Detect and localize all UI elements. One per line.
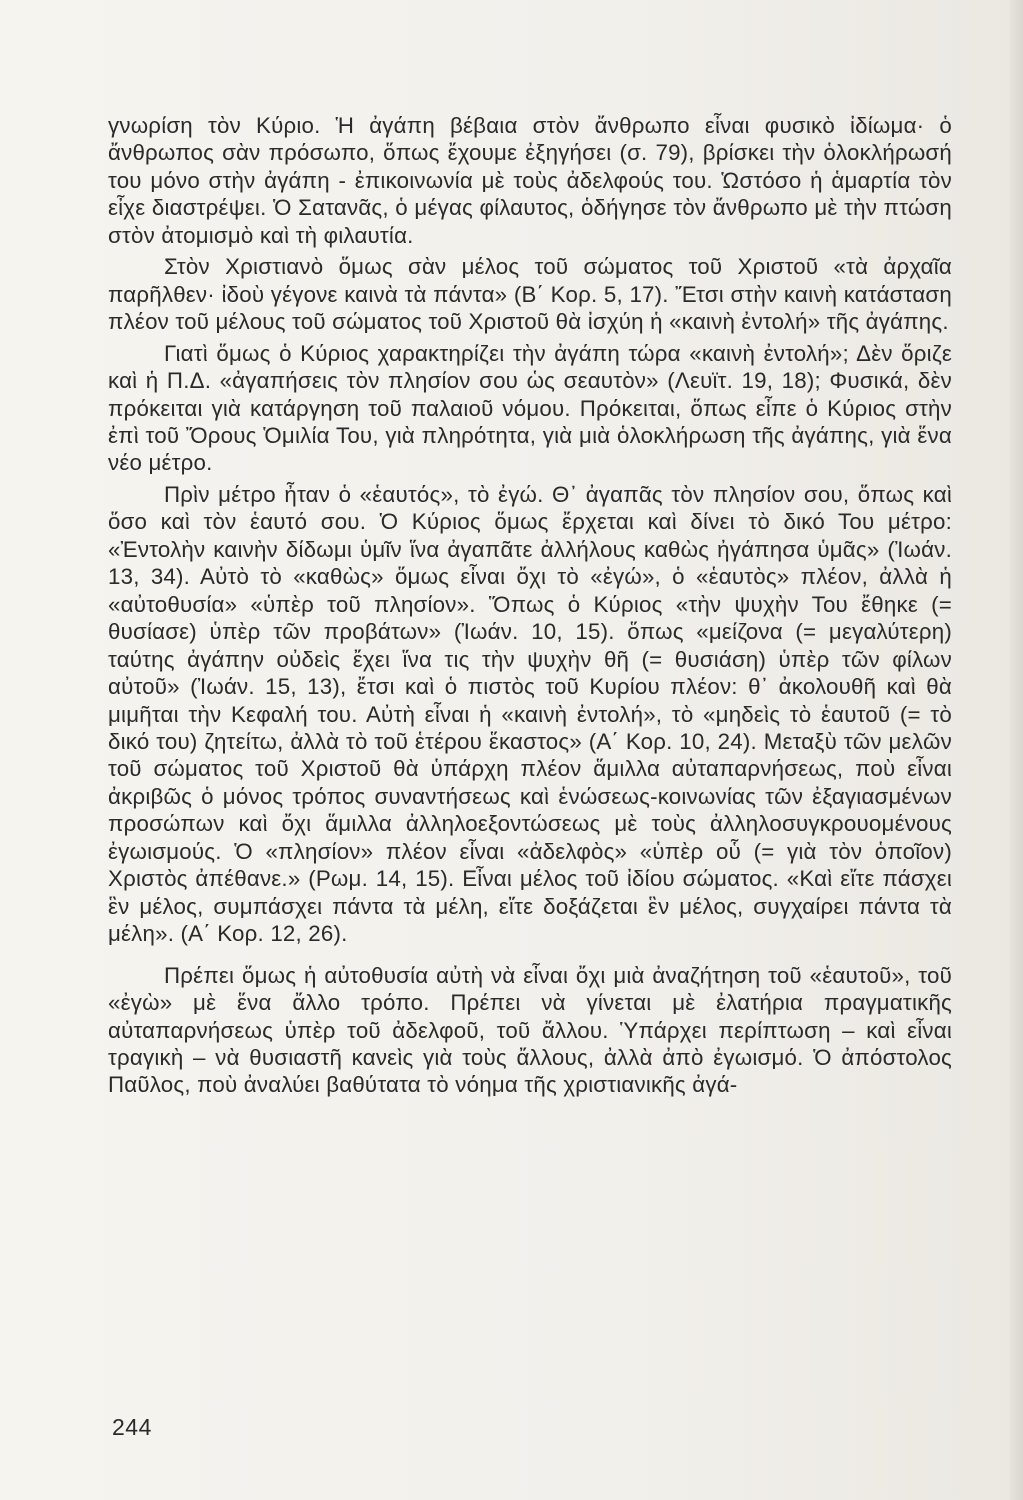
paragraph-3: Γιατὶ ὅμως ὁ Κύριος χαρακτηρίζει τὴν ἀγάπη τώρα «καινὴ ἐντολή»; Δὲν ὅριζε καὶ ἡ Π.Δ. «ἀγαπήσεις τὸν πλησίον σου ὡς σεαυτὸν» (Λευϊτ. 19, 18); Φυσικά, δὲν πρόκειται γιὰ κατάργηση τοῦ παλαιοῦ νόμου. Πρόκειται, ὅπως εἶπε ὁ Κύριος στὴν ἐπὶ τοῦ Ὄρους Ὁμιλία Του, γιὰ πληρότητα, γιὰ μιὰ ὁλοκλήρωση τῆς ἀγάπης, γιὰ ἕνα νέο μέτρο. [108,340,952,476]
paragraph-1: γνωρίση τὸν Κύριο. Ἡ ἀγάπη βέβαια στὸν ἄνθρωπο εἶναι φυσικὸ ἰδίωμα· ὁ ἄνθρωπος σὰν πρόσωπο, ὅπως ἔχουμε ἐξηγήσει (σ. 79), βρίσκει τὴν ὁλοκλήρωσή του μόνο στὴν ἀγάπη - ἐπικοινωνία μὲ τοὺς ἀδελφούς του. Ὡστόσο ἡ ἁμαρτία τὸν εἶχε διαστρέψει. Ὁ Σατανᾶς, ὁ μέγας φίλαυτος, ὁδήγησε τὸν ἄνθρωπο μὲ τὴν πτώση στὸν ἀτομισμὸ καὶ τὴ φιλαυτία. [108,113,952,248]
paragraph-4: Πρὶν μέτρο ἦταν ὁ «ἑαυτός», τὸ ἐγώ. Θ᾽ ἀγαπᾶς τὸν πλησίον σου, ὅπως καὶ ὅσο καὶ τὸν ἑαυτό σου. Ὁ Κύριος ὅμως ἔρχεται καὶ δίνει τὸ δικό Του μέτρο: «Ἐντολὴν καινὴν δίδωμι ὑμῖν ἵνα ἀγαπᾶτε ἀλλήλους καθὼς ἠγάπησα ὑμᾶς» (Ἰωάν. 13, 34). Αὐτὸ τὸ «καθὼς» ὅμως εἶναι ὄχι τὸ «ἐγώ», ὁ «ἑαυτὸς» πλέον, ἀλλὰ ἡ «αὐτοθυσία» «ὑπὲρ τοῦ πλησίον». Ὅπως ὁ Κύριος «τὴν ψυχὴν Του ἔθηκε (= θυσίασε) ὑπὲρ τῶν προβάτων» (Ἰωάν. 10, 15). ὅπως «μείζονα (= μεγαλύτερη) ταύτης ἀγάπην οὐδεὶς ἔχει ἵνα τις τὴν ψυχὴν θῆ (= θυσιάση) ὑπὲρ τῶν φίλων αὐτοῦ» (Ἰωάν. 15, 13), ἔτσι καὶ ὁ πιστὸς τοῦ Κυρίου πλέον: θ᾽ ἀκολουθῆ καὶ θὰ μιμῆται τὴν Κεφαλή του. Αὐτὴ εἶναι ἡ «καινὴ ἐντολή», τὸ «μηδεὶς τὸ ἑαυτοῦ (= τὸ δικό του) ζητείτω, ἀλλὰ τὸ τοῦ ἑτέρου ἕκαστος» (Α΄ Κορ. 10, 24). Μεταξὺ τῶν μελῶν τοῦ σώματος τοῦ Χριστοῦ θὰ ὑπάρχη πλέον ἅμιλλα αὐταπαρνήσεως, ποὺ εἶναι ἀκριβῶς ὁ μόνος τρόπος συναντήσεως καὶ ἑνώσεως-κοινωνίας τῶν ἐξαγιασμένων προσώπων καὶ ὄχι ἅμιλλα ἀλληλοεξοντώσεως μὲ τοὺς ἀλληλοσυγκρουομένους ἐγωισμούς. Ὁ «πλησίον» πλέον εἶναι «ἀδελφὸς» «ὑπὲρ οὗ (= γιὰ τὸν ὁποῖον) Χριστὸς ἀπέθανε.» (Ρωμ. 14, 15). Εἶναι μέλος τοῦ ἰδίου σώματος. «Καὶ εἴτε πάσχει ἓν μέλος, συμπάσχει πάντα τὰ μέλη, εἴτε δοξάζεται ἓν μέλος, συγχαίρει πάντα τὰ μέλη». (Α΄ Κορ. 12, 26). [108,481,952,947]
paragraph-5: Πρέπει ὅμως ἡ αὐτοθυσία αὐτὴ νὰ εἶναι ὄχι μιὰ ἀναζήτηση τοῦ «ἑαυτοῦ», τοῦ «ἐγὼ» μὲ ἕνα ἄλλο τρόπο. Πρέπει νὰ γίνεται μὲ ἐλατήρια πραγματικῆς αὐταπαρνήσεως ὑπὲρ τοῦ ἀδελφοῦ, τοῦ ἄλλου. Ὑπάρχει περίπτωση – καὶ εἶναι τραγικὴ – νὰ θυσιαστῆ κανεὶς γιὰ τοὺς ἄλλους, ἀλλὰ ἀπὸ ἐγωισμό. Ὁ ἀπόστολος Παῦλος, ποὺ ἀναλύει βαθύτατα τὸ νόημα τῆς χριστιανικῆς ἀγά- [108,962,952,1098]
page-edge-shadow [1009,0,1023,1500]
body-text [108,112,952,1099]
paragraph-2: Στὸν Χριστιανὸ ὅμως σὰν μέλος τοῦ σώματος τοῦ Χριστοῦ «τὰ ἀρχαῖα παρῆλθεν· ἰδοὺ γέγονε καινὰ τὰ πάντα» (Β΄ Κορ. 5, 17). Ἔτσι στὴν καινὴ κατάσταση πλέον τοῦ μέλους τοῦ σώματος τοῦ Χριστοῦ θὰ ἰσχύη ἡ «καινὴ ἐντολή» τῆς ἀγάπης. [108,254,952,335]
page-number: 244 [112,1414,152,1440]
